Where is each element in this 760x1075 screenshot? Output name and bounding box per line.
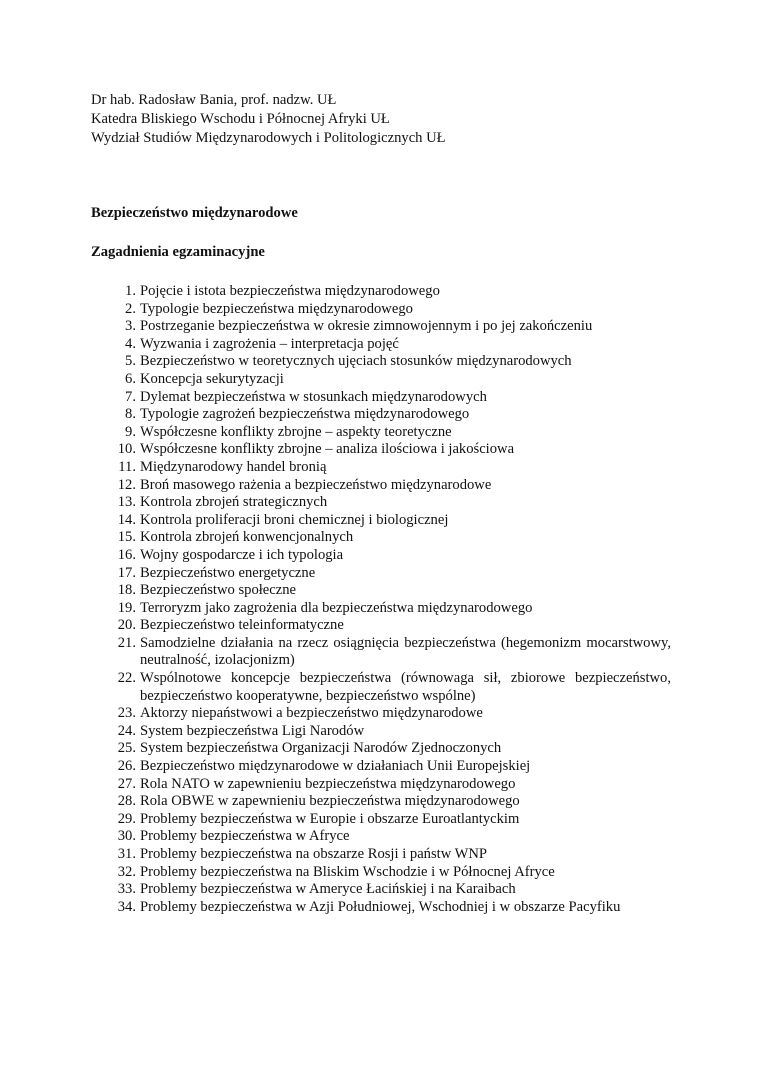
topic-number: 10. [117,441,136,458]
topic-text: Typologie zagrożeń bezpieczeństwa międzynarodowego [140,406,470,423]
topic-number: 4. [125,335,136,352]
section-title: Zagadnienia egzaminacyjne [91,244,265,260]
topic-item [91,881,671,899]
topic-number: 6. [125,370,136,387]
topic-text: Wojny gospodarcze i ich typologia [140,546,344,563]
author-block [91,91,446,148]
topic-text: Kontrola zbrojeń strategicznych [140,494,328,511]
topic-number: 18. [117,582,136,599]
topic-item [91,283,671,301]
topic-item [91,723,671,741]
topic-number: 7. [125,388,136,405]
topic-item [91,353,671,371]
exam-topics-list [91,283,671,916]
topic-number: 3. [125,318,136,335]
topic-number: 5. [125,353,136,370]
topic-number: 1. [125,283,136,299]
topic-item [91,811,671,829]
topic-number: 20. [117,617,136,634]
topic-text: Wspólnotowe koncepcje bezpieczeństwa (równowaga sił, zbiorowe bezpieczeństwo, bezpieczeństwo kooperatywne, bezpieczeństwo wspólne) [140,670,671,704]
topic-number: 25. [117,740,136,757]
topic-number: 22. [117,670,136,687]
topic-number: 28. [117,793,136,810]
topic-text: Problemy bezpieczeństwa w Afryce [140,828,350,845]
topic-text: Bezpieczeństwo międzynarodowe w działaniach Unii Europejskiej [140,758,531,775]
topic-number: 15. [117,529,136,546]
course-title: Bezpieczeństwo międzynarodowe [91,205,298,221]
topic-number: 30. [117,828,136,845]
topic-text: Dylemat bezpieczeństwa w stosunkach międzynarodowych [140,388,487,405]
topic-number: 8. [125,406,136,423]
topic-item [91,301,671,319]
topic-text: Problemy bezpieczeństwa na obszarze Rosji i państw WNP [140,846,488,862]
topic-number: 24. [117,722,136,739]
topic-item [91,828,671,846]
topic-text: Samodzielne działania na rzecz osiągnięcia bezpieczeństwa (hegemonizm mocarstwowy, neutralność, izolacjonizm) [140,634,671,669]
topic-text: Rola NATO w zapewnieniu bezpieczeństwa międzynarodowego [140,775,516,792]
topic-item [91,477,671,495]
topic-text: Pojęcie i istota bezpieczeństwa międzynarodowego [140,283,440,299]
topic-text: Terroryzm jako zagrożenia dla bezpieczeństwa międzynarodowego [140,599,533,616]
topic-item [91,635,671,670]
author-faculty: Wydział Studiów Międzynarodowych i Politologicznych UŁ [91,130,446,146]
topic-item [91,758,671,776]
topic-number: 21. [117,634,136,651]
topic-item [91,336,671,354]
topic-item [91,371,671,389]
topic-text: Kontrola proliferacji broni chemicznej i biologicznej [140,511,449,528]
topic-text: Wyzwania i zagrożenia – interpretacja pojęć [140,335,399,352]
topic-item [91,318,671,336]
topic-text: Problemy bezpieczeństwa w Europie i obszarze Euroatlantyckim [140,810,520,827]
topic-item [91,406,671,424]
topic-text: Międzynarodowy handel bronią [140,458,327,475]
topic-item [91,793,671,811]
topic-number: 31. [117,846,136,862]
topic-text: Bezpieczeństwo teleinformatyczne [140,617,344,634]
topic-number: 27. [117,775,136,792]
topic-text: Bezpieczeństwo w teoretycznych ujęciach stosunków międzynarodowych [140,353,572,370]
topic-text: Bezpieczeństwo społeczne [140,582,296,599]
topic-number: 33. [117,881,136,898]
topic-item [91,529,671,547]
topic-number: 14. [117,511,136,528]
topic-item [91,494,671,512]
topic-number: 2. [125,300,136,317]
topic-text: System bezpieczeństwa Organizacji Narodów Zjednoczonych [140,740,502,757]
author-department: Katedra Bliskiego Wschodu i Północnej Afryki UŁ [91,111,390,127]
topic-item [91,670,671,705]
topic-item [91,424,671,442]
topic-item [91,776,671,794]
topic-number: 16. [117,546,136,563]
topic-text: Problemy bezpieczeństwa w Azji Południowej, Wschodniej i w obszarze Pacyfiku [140,898,621,915]
topic-item [91,846,671,864]
topic-text: Broń masowego rażenia a bezpieczeństwo międzynarodowe [140,476,492,493]
topic-item [91,512,671,530]
topic-text: Problemy bezpieczeństwa na Bliskim Wschodzie i w Północnej Afryce [140,863,555,880]
author-name: Dr hab. Radosław Bania, prof. nadzw. UŁ [91,92,337,108]
topic-item [91,740,671,758]
topic-item [91,617,671,635]
topic-text: Bezpieczeństwo energetyczne [140,564,316,581]
topic-text: Typologie bezpieczeństwa międzynarodowego [140,300,413,317]
topic-text: Współczesne konflikty zbrojne – aspekty teoretyczne [140,423,452,440]
topic-number: 11. [118,458,136,475]
topic-item [91,389,671,407]
topic-number: 12. [117,476,136,493]
topic-item [91,441,671,459]
topic-item [91,459,671,477]
topic-number: 13. [117,494,136,511]
topic-number: 32. [117,863,136,880]
topic-item [91,864,671,882]
topic-text: Koncepcja sekurytyzacji [140,370,284,387]
topic-item [91,565,671,583]
topic-text: Aktorzy niepaństwowi a bezpieczeństwo międzynarodowe [140,705,483,722]
topic-number: 17. [117,564,136,581]
topic-item [91,582,671,600]
topic-number: 26. [117,758,136,775]
topic-item [91,547,671,565]
topic-text: System bezpieczeństwa Ligi Narodów [140,722,365,739]
topic-number: 23. [117,705,136,722]
topic-text: Rola OBWE w zapewnieniu bezpieczeństwa międzynarodowego [140,793,520,810]
topic-number: 34. [117,898,136,915]
topic-item [91,600,671,618]
topic-text: Postrzeganie bezpieczeństwa w okresie zimnowojennym i po jej zakończeniu [140,318,593,335]
topic-text: Kontrola zbrojeń konwencjonalnych [140,529,354,546]
topic-text: Współczesne konflikty zbrojne – analiza ilościowa i jakościowa [140,441,515,458]
topic-number: 19. [117,599,136,616]
topic-number: 29. [117,810,136,827]
topic-item [91,899,671,917]
topic-item [91,705,671,723]
topic-number: 9. [125,423,136,440]
topic-text: Problemy bezpieczeństwa w Ameryce Łacińskiej i na Karaibach [140,881,516,898]
